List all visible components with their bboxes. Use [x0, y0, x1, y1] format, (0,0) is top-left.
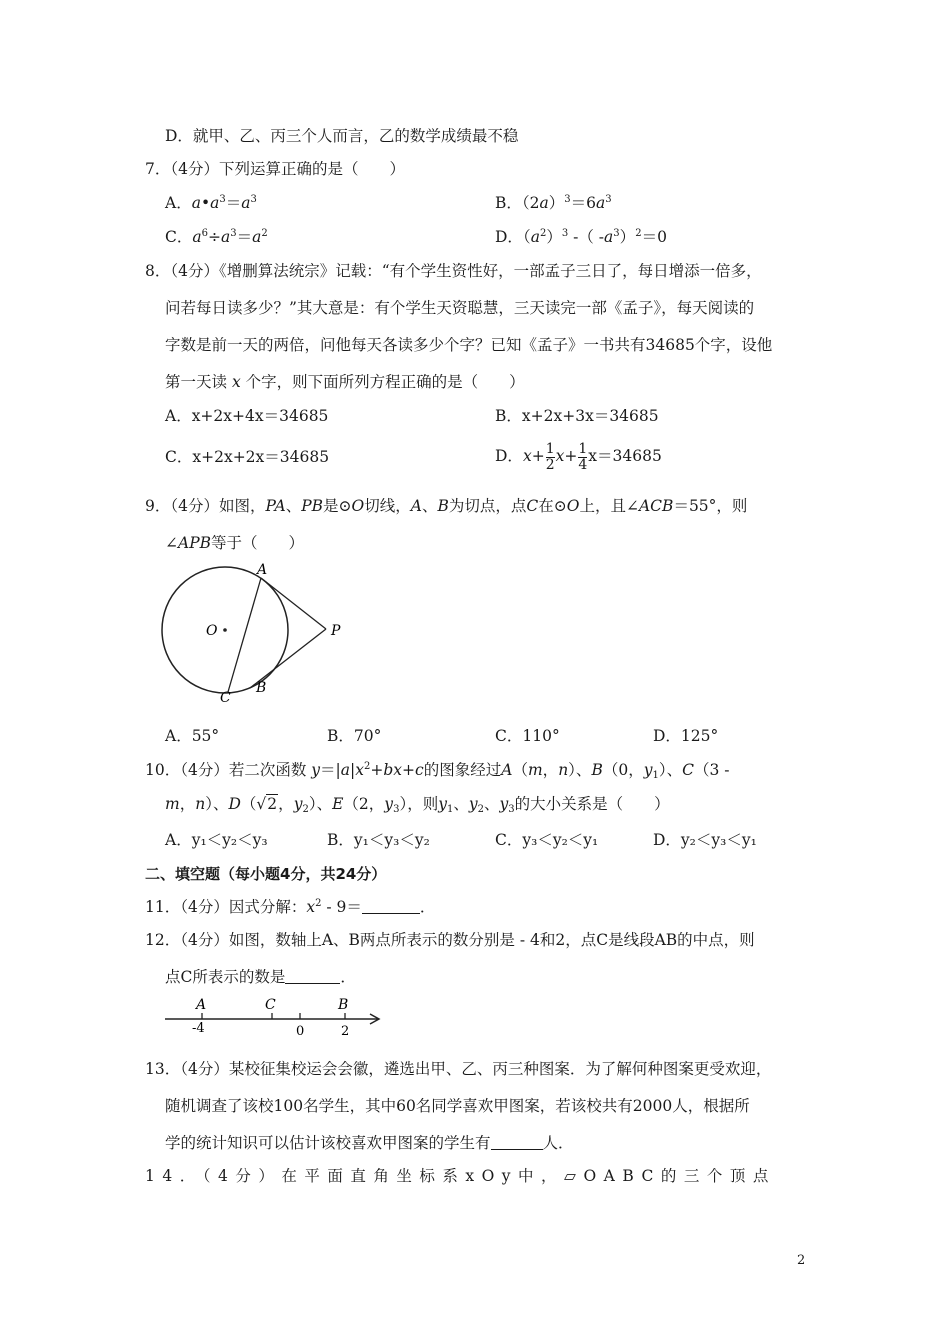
label-c: C [220, 690, 231, 706]
q7-stem: 7．（4分）下列运算正确的是（ ） [145, 160, 405, 178]
label-o: O [206, 623, 218, 639]
label-b: B [338, 997, 349, 1013]
q12-number-line [162, 992, 387, 1040]
q7-option-b: B．$(2a)^3=6a^3$ [495, 194, 612, 212]
q14-line-1: 14．（4分）在平面直角坐标系xOy中，▱OABC的三个顶点 [145, 1167, 776, 1185]
tick-label-neg4: -4 [192, 1021, 205, 1036]
page-number: 2 [797, 1253, 806, 1268]
section-title-fill-blank: 二、填空题（每小题4分，共24分） [145, 865, 387, 883]
q8-option-b: B．x+2x+3x＝34685 [495, 407, 659, 425]
q8-line-2: 问若每日读多少？”其大意是：有个学生天资聪慧，三天读完一部《孟子》，每天阅读的 [165, 299, 755, 317]
q10-option-d: D．y₂＜y₃＜y₁ [653, 831, 757, 849]
q9-line-2: ∠APB等于（ ） [165, 534, 305, 552]
q8-line-1: 8．（4分）《增删算法统宗》记载：“有个学生资性好，一部孟子三日了，每日增添一倍多， [145, 262, 762, 280]
q7-option-a: A．$a•a^3=a^3$ [165, 194, 257, 212]
q10-line-2: m，n）、D（√2，$y_2$）、E（2，$y_3$），则$y_1$、$y_2$、$y_3$的大小关系是（ ） [165, 795, 670, 815]
label-c: C [265, 997, 276, 1013]
q8-option-d-label: D． [495, 447, 523, 465]
answer-blank [285, 969, 340, 984]
q9-option-b: B．70° [327, 727, 382, 745]
tangent-pa [261, 578, 326, 629]
q9-option-d: D．125° [653, 727, 719, 745]
q9-option-c: C．110° [495, 727, 560, 745]
q11-line: 11．（4分）因式分解：$x^2 - 9=$ ． [145, 898, 436, 916]
q9-line-1: 9．（4分）如图，PA、PB是⊙O切线，A、B为切点，点C在⊙O上，且∠ACB＝55°，则 [145, 497, 748, 515]
q10-line-1: 10．（4分）若二次函数 $y=|a|x^2+bx+c$的图象经过A（m，n）、B（0，$y_1$）、C（3 - [145, 761, 730, 781]
tick-label-0: 0 [296, 1024, 305, 1039]
q12-line-1: 12．（4分）如图，数轴上A、B两点所表示的数分别是 - 4和2，点C是线段AB的中点，则 [145, 931, 755, 949]
q9-option-a: A．55° [165, 727, 220, 745]
q8-option-d: D．x+ $\frac{1}{2}$ x+ $\frac{1}{4}$ x＝34685 [495, 440, 662, 473]
q13-line-1: 13．（4分）某校征集校运会会徽，遴选出甲、乙、丙三种图案．为了解何种图案更受欢迎， [145, 1060, 772, 1078]
q8-line-3: 字数是前一天的两倍，问他每天各读多少个字？已知《孟子》一书共有34685个字，设他 [165, 336, 773, 354]
q8-line-4: 第一天读 x 个字，则下面所列方程正确的是（ ） [165, 373, 525, 391]
label-a: A [257, 562, 268, 578]
q10-option-b: B．y₁＜y₃＜y₂ [327, 831, 430, 849]
q7-option-d: D．$(a^2)^3$ -（ $-a^3)^2=0$ [495, 228, 667, 246]
q10-option-c: C．y₃＜y₂＜y₁ [495, 831, 599, 849]
q6-option-d: D．就甲、乙、丙三个人而言，乙的数学成绩最不稳 [165, 127, 519, 145]
fraction-quarter: $\frac{1}{4}$ [578, 440, 588, 473]
chord-ac [228, 578, 261, 692]
q8-option-c: C．x+2x+2x＝34685 [165, 448, 330, 466]
answer-blank [362, 899, 420, 914]
label-a: A [196, 997, 207, 1013]
q13-line-3: 学的统计知识可以估计该校喜欢甲图案的学生有 人． [165, 1134, 574, 1152]
tick-label-2: 2 [341, 1024, 350, 1039]
q7-option-a-label: A． [165, 194, 192, 212]
q10-option-a: A．y₁＜y₂＜y₃ [165, 831, 268, 849]
fraction-half: $\frac{1}{2}$ [545, 440, 555, 473]
q7-option-c-label: C． [165, 228, 193, 246]
label-b: B [256, 680, 267, 696]
label-p: P [331, 623, 341, 639]
answer-blank [491, 1135, 543, 1150]
q7-option-b-label: B．（2 [495, 194, 540, 212]
q8-option-a: A．x+2x+4x＝34685 [165, 407, 329, 425]
center-dot [223, 628, 227, 632]
q7-option-c: C．$a^6\div a^3=a^2$ [165, 228, 268, 246]
q7-option-d-label: D．（ [495, 228, 531, 246]
q9-circle-figure [150, 555, 360, 715]
q12-line-2: 点C所表示的数是 ． [165, 968, 356, 986]
q13-line-2: 随机调查了该校100名学生，其中60名同学喜欢甲图案，若该校共有2000人，根据所 [165, 1097, 750, 1115]
